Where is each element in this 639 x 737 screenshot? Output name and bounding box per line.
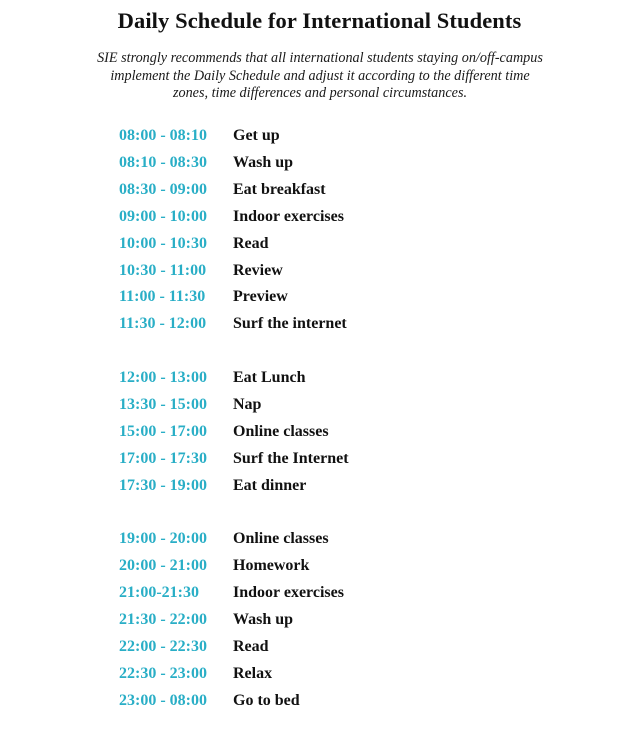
intro-paragraph: SIE strongly recommends that all international students staying on/off-campus implement the Daily Schedule and adjust it according to the different time zones, time differences and personal circumstances. (97, 50, 543, 101)
schedule-row (0, 662, 639, 686)
activity-label: Nap (233, 396, 262, 413)
schedule-row (0, 635, 639, 659)
time-slot: 10:30 - 11:00 (119, 262, 207, 279)
schedule-row (0, 447, 639, 471)
activity-label: Indoor exercises (233, 208, 344, 225)
activity-label: Online classes (233, 423, 329, 440)
activity-label: Relax (233, 665, 273, 682)
time-slot: 20:00 - 21:00 (119, 557, 207, 574)
schedule-row (0, 366, 639, 390)
activity-label: Indoor exercises (233, 584, 344, 601)
activity-label: Eat breakfast (233, 181, 326, 198)
activity-label: Online classes (233, 530, 329, 547)
schedule-row (0, 285, 639, 309)
schedule-row (0, 205, 639, 229)
page-title: Daily Schedule for International Students (117, 8, 522, 33)
time-slot: 11:00 - 11:30 (119, 288, 206, 305)
activity-label: Surf the Internet (233, 450, 349, 467)
schedule-row (0, 554, 639, 578)
time-slot: 13:30 - 15:00 (119, 396, 207, 413)
time-slot: 08:10 - 08:30 (119, 154, 207, 171)
schedule-row (0, 581, 639, 605)
time-slot: 17:00 - 17:30 (119, 450, 207, 467)
time-slot: 11:30 - 12:00 (119, 315, 207, 332)
time-slot: 08:30 - 09:00 (119, 181, 207, 198)
time-slot: 08:00 - 08:10 (119, 127, 207, 144)
schedule-row (0, 474, 639, 498)
activity-label: Wash up (233, 611, 294, 628)
schedule-row (0, 527, 639, 551)
time-slot: 10:00 - 10:30 (119, 235, 207, 252)
activity-label: Eat Lunch (233, 369, 306, 386)
time-slot: 23:00 - 08:00 (119, 692, 207, 709)
time-slot: 22:30 - 23:00 (119, 665, 207, 682)
schedule-row (0, 124, 639, 148)
activity-label: Surf the internet (233, 315, 347, 332)
schedule-row (0, 689, 639, 713)
activity-label: Eat dinner (233, 477, 307, 494)
schedule-row (0, 312, 639, 336)
activity-label: Preview (233, 288, 288, 305)
schedule-row (0, 259, 639, 283)
schedule-row (0, 393, 639, 417)
activity-label: Get up (233, 127, 280, 144)
activity-label: Wash up (233, 154, 294, 171)
activity-label: Read (233, 235, 269, 252)
activity-label: Review (233, 262, 283, 279)
activity-label: Homework (233, 557, 310, 574)
activity-label: Read (233, 638, 269, 655)
time-slot: 09:00 - 10:00 (119, 208, 207, 225)
schedule-row (0, 608, 639, 632)
time-slot: 17:30 - 19:00 (119, 477, 207, 494)
schedule-row (0, 151, 639, 175)
schedule-row (0, 232, 639, 256)
time-slot: 21:30 - 22:00 (119, 611, 207, 628)
time-slot: 22:00 - 22:30 (119, 638, 207, 655)
time-slot: 12:00 - 13:00 (119, 369, 207, 386)
schedule-row (0, 178, 639, 202)
schedule-row (0, 420, 639, 444)
time-slot: 21:00-21:30 (119, 584, 199, 601)
activity-label: Go to bed (233, 692, 300, 709)
time-slot: 15:00 - 17:00 (119, 423, 207, 440)
time-slot: 19:00 - 20:00 (119, 530, 207, 547)
